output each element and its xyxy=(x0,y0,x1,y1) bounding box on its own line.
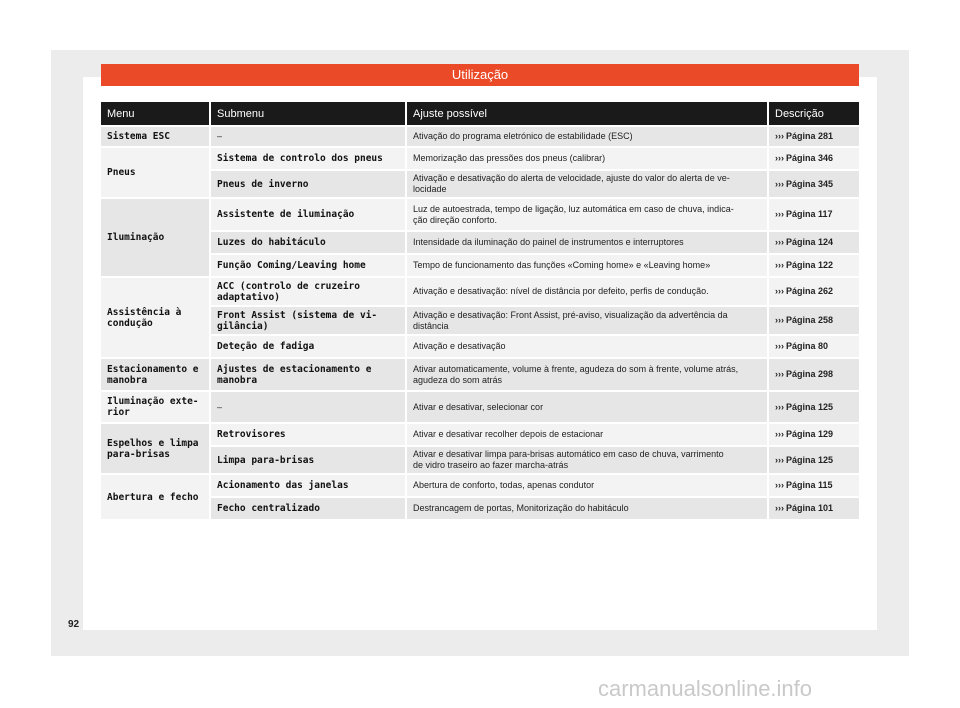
submenu-cell: Front Assist (sistema de vi- gilância) xyxy=(211,305,407,334)
menu-cell: Assistência à condução xyxy=(101,276,211,357)
page-reference-cell[interactable] xyxy=(769,473,859,496)
reference-arrow-icon: ››› xyxy=(775,209,784,219)
section-title: Utilização xyxy=(101,64,859,86)
submenu-cell: Retrovisores xyxy=(211,422,407,445)
table-row xyxy=(101,253,859,276)
table-row xyxy=(101,422,859,445)
adjust-cell: Intensidade da iluminação do painel de instrumentos e interruptores xyxy=(407,230,769,253)
reference-arrow-icon: ››› xyxy=(775,341,784,351)
page-reference-cell[interactable] xyxy=(769,422,859,445)
settings-table-container xyxy=(101,102,859,519)
table-body xyxy=(101,125,859,519)
reference-arrow-icon: ››› xyxy=(775,369,784,379)
page-reference-cell[interactable] xyxy=(769,445,859,473)
page-reference-cell[interactable] xyxy=(769,276,859,305)
watermark: carmanualsonline.info xyxy=(598,676,813,701)
adjust-cell: Luz de autoestrada, tempo de ligação, luz automática em caso de chuva, indica- ção direção conforto. xyxy=(407,197,769,230)
page-reference-link[interactable]: Página 281 xyxy=(786,131,834,141)
submenu-cell: Pneus de inverno xyxy=(211,169,407,197)
page-reference-cell[interactable] xyxy=(769,146,859,169)
submenu-cell: Deteção de fadiga xyxy=(211,334,407,357)
page-reference-cell[interactable] xyxy=(769,169,859,197)
table-row xyxy=(101,125,859,146)
table-row xyxy=(101,146,859,169)
adjust-cell: Ativação e desativação xyxy=(407,334,769,357)
submenu-cell: Assistente de iluminação xyxy=(211,197,407,230)
adjust-cell: Ativação e desativação do alerta de velocidade, ajuste do valor do alerta de ve- locidade xyxy=(407,169,769,197)
submenu-cell: – xyxy=(211,390,407,422)
page-reference-link[interactable]: Página 101 xyxy=(786,503,834,513)
submenu-cell: Fecho centralizado xyxy=(211,496,407,519)
page-reference-link[interactable]: Página 125 xyxy=(786,401,834,412)
page-reference-cell[interactable] xyxy=(769,357,859,390)
reference-arrow-icon: ››› xyxy=(775,178,784,189)
submenu-cell: ACC (controlo de cruzeiro adaptativo) xyxy=(211,276,407,305)
adjust-cell: Ativar automaticamente, volume à frente, agudeza do som à frente, volume atrás, agudeza do som atrás xyxy=(407,357,769,390)
page-reference-cell[interactable] xyxy=(769,496,859,519)
adjust-cell: Ativação e desativação: nível de distância por defeito, perfis de condução. xyxy=(407,276,769,305)
submenu-cell: Acionamento das janelas xyxy=(211,473,407,496)
reference-arrow-icon: ››› xyxy=(775,153,784,163)
adjust-cell: Ativar e desativar recolher depois de estacionar xyxy=(407,422,769,445)
reference-arrow-icon: ››› xyxy=(775,401,784,412)
menu-cell: Iluminação exte- rior xyxy=(101,390,211,422)
menu-cell: Sistema ESC xyxy=(101,125,211,146)
column-header-description: Descrição xyxy=(769,102,859,125)
page-reference-cell[interactable] xyxy=(769,305,859,334)
menu-cell: Pneus xyxy=(101,146,211,197)
table-row xyxy=(101,390,859,422)
menu-cell: Iluminação xyxy=(101,197,211,276)
menu-cell: Abertura e fecho xyxy=(101,473,211,519)
submenu-cell: – xyxy=(211,125,407,146)
table-row xyxy=(101,445,859,473)
page-reference-cell[interactable] xyxy=(769,390,859,422)
page-reference-link[interactable]: Página 80 xyxy=(786,341,829,351)
page-reference-link[interactable]: Página 125 xyxy=(786,454,834,465)
page-reference-link[interactable]: Página 346 xyxy=(786,153,834,163)
reference-arrow-icon: ››› xyxy=(775,286,784,296)
table-row xyxy=(101,334,859,357)
column-header-menu: Menu xyxy=(101,102,211,125)
page-reference-link[interactable]: Página 117 xyxy=(786,209,833,219)
page-reference-cell[interactable] xyxy=(769,253,859,276)
table-row xyxy=(101,197,859,230)
adjust-cell: Ativar e desativar, selecionar cor xyxy=(407,390,769,422)
submenu-cell: Função Coming/Leaving home xyxy=(211,253,407,276)
submenu-cell: Limpa para-brisas xyxy=(211,445,407,473)
adjust-cell: Memorização das pressões dos pneus (calibrar) xyxy=(407,146,769,169)
table-row xyxy=(101,276,859,305)
table-row xyxy=(101,305,859,334)
menu-cell: Espelhos e limpa para-brisas xyxy=(101,422,211,473)
column-header-adjust: Ajuste possível xyxy=(407,102,769,125)
page-reference-link[interactable]: Página 115 xyxy=(786,480,833,490)
adjust-cell: Ativação do programa eletrónico de estabilidade (ESC) xyxy=(407,125,769,146)
reference-arrow-icon: ››› xyxy=(775,315,784,325)
reference-arrow-icon: ››› xyxy=(775,429,784,439)
page-reference-cell[interactable] xyxy=(769,125,859,146)
adjust-cell: Tempo de funcionamento das funções «Coming home» e «Leaving home» xyxy=(407,253,769,276)
page-reference-cell[interactable] xyxy=(769,197,859,230)
adjust-cell: Abertura de conforto, todas, apenas condutor xyxy=(407,473,769,496)
adjust-cell: Ativar e desativar limpa para-brisas automático em caso de chuva, varrimento de vidro traseiro ao fazer marcha-atrás xyxy=(407,445,769,473)
table-row xyxy=(101,230,859,253)
reference-arrow-icon: ››› xyxy=(775,260,784,270)
page-reference-link[interactable]: Página 298 xyxy=(786,369,834,379)
reference-arrow-icon: ››› xyxy=(775,131,784,141)
reference-arrow-icon: ››› xyxy=(775,503,784,513)
page-reference-link[interactable]: Página 262 xyxy=(786,286,834,296)
page-reference-link[interactable]: Página 129 xyxy=(786,429,834,439)
reference-arrow-icon: ››› xyxy=(775,237,784,247)
submenu-cell: Ajustes de estacionamento e manobra xyxy=(211,357,407,390)
page-reference-link[interactable]: Página 122 xyxy=(786,260,834,270)
table-row xyxy=(101,357,859,390)
page-reference-link[interactable]: Página 345 xyxy=(786,178,834,189)
page-reference-link[interactable]: Página 124 xyxy=(786,237,834,247)
menu-cell: Estacionamento e manobra xyxy=(101,357,211,390)
column-header-submenu: Submenu xyxy=(211,102,407,125)
page-reference-link[interactable]: Página 258 xyxy=(786,315,834,325)
table-row xyxy=(101,169,859,197)
reference-arrow-icon: ››› xyxy=(775,480,784,490)
adjust-cell: Ativação e desativação: Front Assist, pré-aviso, visualização da advertência da distância xyxy=(407,305,769,334)
table-row xyxy=(101,496,859,519)
reference-arrow-icon: ››› xyxy=(775,454,784,465)
page-reference-cell[interactable] xyxy=(769,230,859,253)
table-header-row xyxy=(101,102,859,125)
page-reference-cell[interactable] xyxy=(769,334,859,357)
submenu-cell: Sistema de controlo dos pneus xyxy=(211,146,407,169)
adjust-cell: Destrancagem de portas, Monitorização do habitáculo xyxy=(407,496,769,519)
table-row xyxy=(101,473,859,496)
submenu-cell: Luzes do habitáculo xyxy=(211,230,407,253)
settings-table xyxy=(101,102,859,519)
page-number: 92 xyxy=(68,619,80,630)
